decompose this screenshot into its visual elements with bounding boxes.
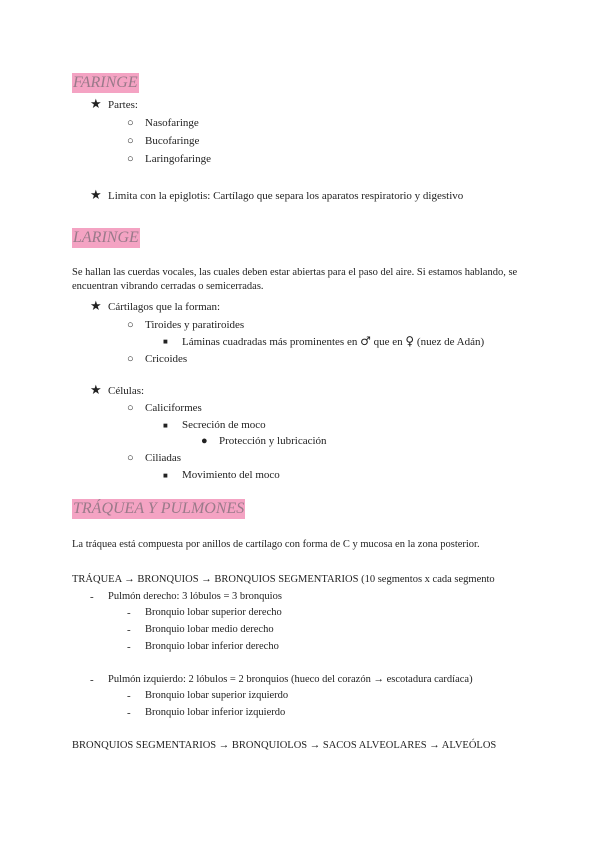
limita-text: Limita con la epiglotis: Cartílago que separa los aparatos respiratorio y digestivo <box>108 190 464 202</box>
cartilagos-label: Cártilagos que la forman: <box>108 301 221 313</box>
square-bullet-icon: ■ <box>163 471 168 480</box>
traquea-intro: La tráquea está compuesta por anillos de cartílago con forma de C y mucosa en la zona posterior. <box>72 539 480 550</box>
izquierdo-sub-item: Bronquio lobar superior izquierdo <box>145 690 289 701</box>
circle-bullet-icon: ○ <box>127 319 134 331</box>
heading-laringe: LARINGE <box>73 229 139 246</box>
dot-bullet-icon: ● <box>201 435 208 447</box>
parte-item: Laringofaringe <box>145 153 211 165</box>
male-symbol-icon: ♂ <box>360 334 371 348</box>
star-bullet-icon: ★ <box>90 298 102 313</box>
secrecion-item: Secreción de moco <box>182 419 266 431</box>
circle-bullet-icon: ○ <box>127 135 134 147</box>
circle-bullet-icon: ○ <box>127 402 134 414</box>
laringe-intro: Se hallan las cuerdas vocales, las cuales deben estar abiertas para el paso del aire. Si estamos hablando, se encuentran vibrando cerradas o semicerradas. <box>72 267 518 292</box>
star-bullet-icon: ★ <box>90 96 102 111</box>
dash-bullet-icon: - <box>90 674 94 686</box>
laminas-text-a: Láminas cuadradas más prominentes en <box>182 336 358 348</box>
circle-bullet-icon: ○ <box>127 452 134 464</box>
partes-label: Partes: <box>108 99 138 111</box>
laminas-text-c: (nuez de Adán) <box>416 336 485 348</box>
parte-item: Bucofaringe <box>145 135 200 147</box>
dash-bullet-icon: - <box>127 641 131 653</box>
laminas-text-b: que en <box>373 336 403 348</box>
dash-bullet-icon: - <box>127 607 131 619</box>
proteccion-item: Protección y lubricación <box>219 435 327 447</box>
celulas-label: Células: <box>108 385 145 397</box>
derecho-sub-item: Bronquio lobar inferior derecho <box>145 641 279 652</box>
star-bullet-icon: ★ <box>90 187 102 202</box>
square-bullet-icon: ■ <box>163 421 168 430</box>
female-symbol-icon: ♀ <box>405 334 415 348</box>
izquierdo-sub-item: Bronquio lobar inferior izquierdo <box>145 707 286 718</box>
movimiento-item: Movimiento del moco <box>182 469 280 481</box>
circle-bullet-icon: ○ <box>127 153 134 165</box>
izquierdo-item: Pulmón izquierdo: 2 lóbulos = 2 bronquios (hueco del corazón → escotadura cardíaca) <box>108 674 473 685</box>
derecho-item: Pulmón derecho: 3 lóbulos = 3 bronquios <box>108 591 282 602</box>
derecho-sub-item: Bronquio lobar medio derecho <box>145 624 274 635</box>
square-bullet-icon: ■ <box>163 337 168 346</box>
derecho-sub-item: Bronquio lobar superior derecho <box>145 607 282 618</box>
chain-text: TRÁQUEA → BRONQUIOS → BRONQUIOS SEGMENTARIOS (10 segmentos x cada segmento <box>72 574 495 585</box>
dash-bullet-icon: - <box>127 624 131 636</box>
ciliadas-item: Ciliadas <box>145 452 182 464</box>
final-chain-text: BRONQUIOS SEGMENTARIOS → BRONQUIOLOS → SACOS ALVEOLARES → ALVEÓLOS <box>72 740 497 751</box>
heading-faringe: FARINGE <box>73 74 138 91</box>
dash-bullet-icon: - <box>90 591 94 603</box>
dash-bullet-icon: - <box>127 690 131 702</box>
cricoides-item: Cricoides <box>145 353 188 365</box>
caliciformes-item: Caliciformes <box>145 402 202 414</box>
star-bullet-icon: ★ <box>90 382 102 397</box>
tiroides-item: Tiroides y paratiroides <box>145 319 245 331</box>
laminas-item <box>182 334 484 349</box>
circle-bullet-icon: ○ <box>127 353 134 365</box>
dash-bullet-icon: - <box>127 707 131 719</box>
parte-item: Nasofaringe <box>145 117 199 129</box>
circle-bullet-icon: ○ <box>127 117 134 129</box>
heading-traquea: TRÁQUEA Y PULMONES <box>73 500 245 517</box>
